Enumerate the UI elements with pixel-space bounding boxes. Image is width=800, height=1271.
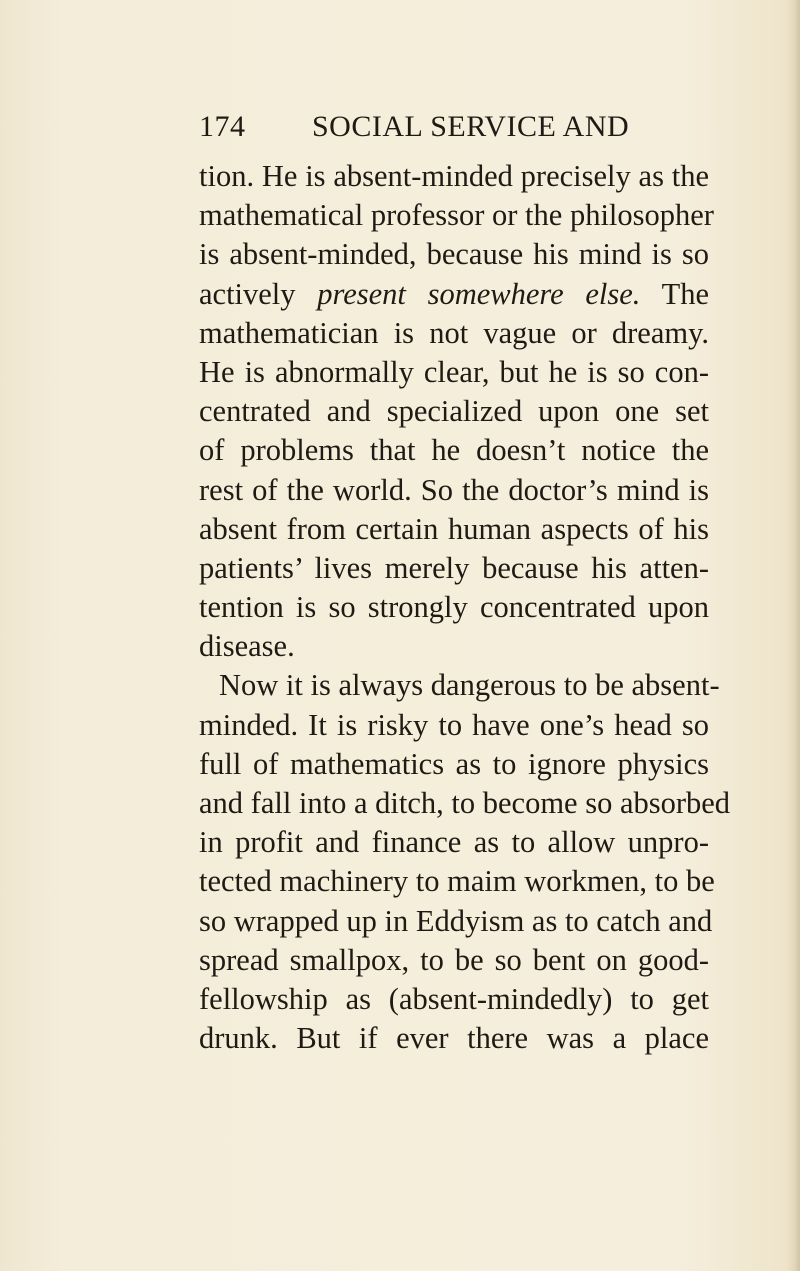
- text-line: spread smallpox, to be so bent on good-: [199, 942, 709, 977]
- text-line: mathematical professor or the philosopher: [199, 198, 714, 233]
- text-run: The: [640, 276, 709, 311]
- text-line: centrated and specialized upon one set: [199, 394, 709, 429]
- text-line: minded. It is risky to have one’s head so: [199, 707, 709, 742]
- text-line: rest of the world. So the doctor’s mind is: [199, 472, 709, 507]
- text-line-mixed: [199, 275, 709, 314]
- text-line: patients’ lives merely because his atten-: [199, 550, 709, 585]
- text-line: disease.: [199, 629, 295, 664]
- text-line: of problems that he doesn’t notice the: [199, 433, 709, 468]
- text-line: fellowship as (absent-mindedly) to get: [199, 981, 709, 1016]
- text-line: so wrapped up in Eddyism as to catch and: [199, 903, 713, 938]
- text-line: drunk. But if ever there was a place: [199, 1021, 709, 1056]
- running-header: [199, 110, 630, 150]
- text-run: actively: [199, 276, 318, 311]
- text-line: Now it is always dangerous to be absent-: [219, 668, 720, 703]
- text-line: is absent-minded, because his mind is so: [199, 237, 709, 272]
- text-line: absent from certain human aspects of his: [199, 511, 709, 546]
- text-line: He is abnormally clear, but he is so con-: [199, 354, 709, 389]
- emphasized-phrase: present somewhere else.: [317, 276, 641, 311]
- text-line: tention is so strongly concentrated upon: [199, 590, 709, 625]
- text-line: mathematician is not vague or dreamy.: [199, 315, 709, 350]
- text-line: tected machinery to maim workmen, to be: [199, 864, 715, 899]
- page-number: 174: [199, 110, 246, 143]
- text-line: and fall into a ditch, to become so absorbed: [199, 786, 731, 820]
- running-title: SOCIAL SERVICE AND: [312, 110, 630, 143]
- text-line: tion. He is absent-minded precisely as the: [199, 159, 709, 193]
- page-edge-shadow: [786, 0, 800, 1271]
- text-line: full of mathematics as to ignore physics: [199, 746, 709, 781]
- body-text: [199, 157, 731, 1058]
- text-line: in profit and finance as to allow unpro-: [199, 825, 709, 860]
